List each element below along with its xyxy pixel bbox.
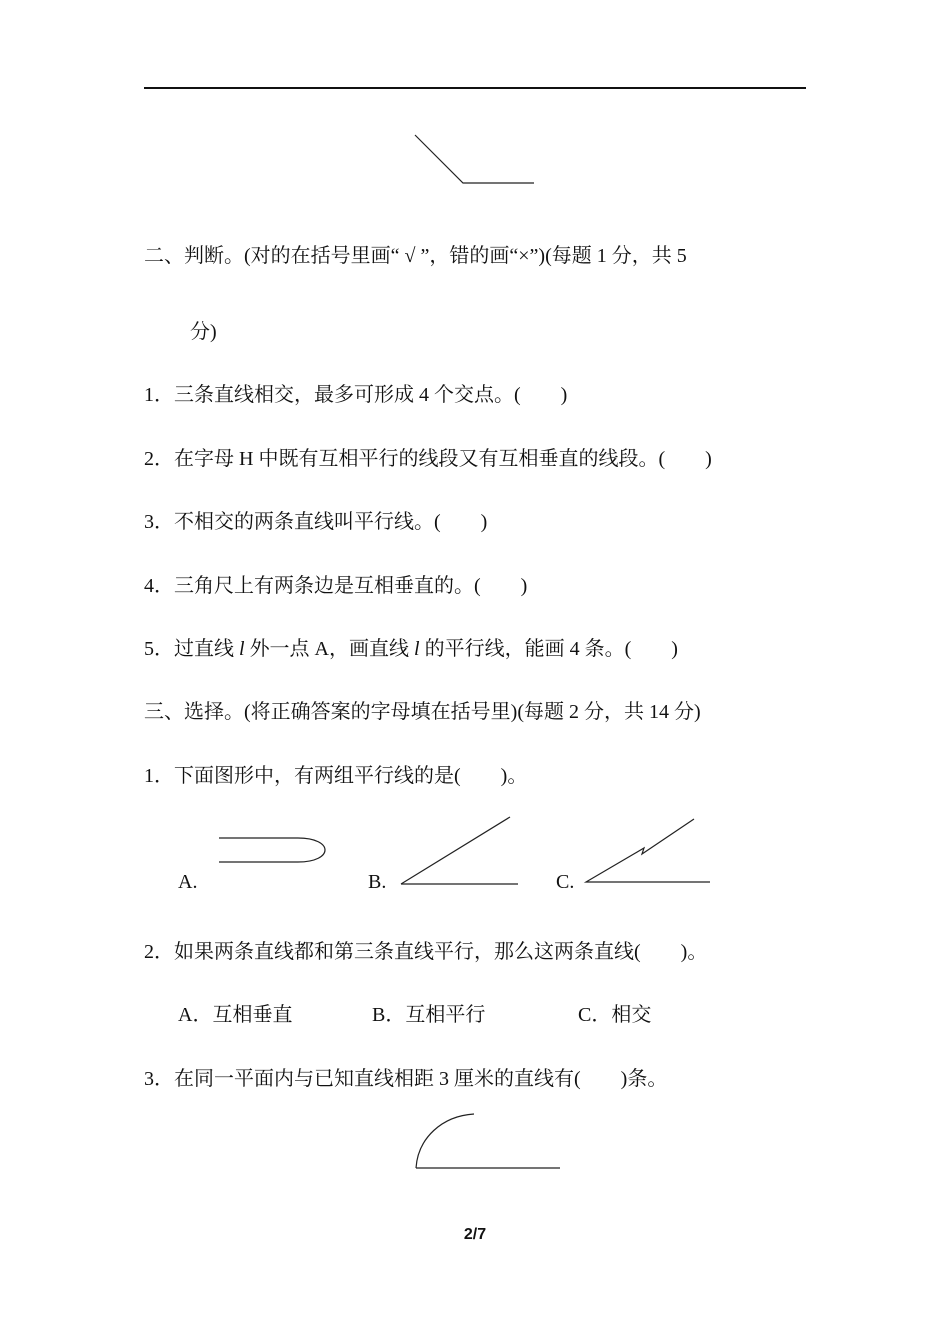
option-c-label: C. (556, 871, 575, 893)
judge-question-1: 1．三条直线相交，最多可形成 4 个交点。( ) (144, 384, 568, 406)
q5-part-a: 5．过直线 (144, 638, 239, 660)
page-number: 2/7 (463, 1226, 487, 1243)
q5-part-c: 的平行线，能画 4 条。( ) (419, 638, 678, 660)
q2-option-a: A．互相垂直 (178, 1004, 293, 1026)
option-a-figure (216, 834, 328, 868)
judge-question-5 (144, 637, 678, 661)
option-b-figure (398, 814, 522, 888)
judge-question-4: 4．三角尺上有两条边是互相垂直的。( ) (144, 575, 528, 597)
q2-option-c: C．相交 (578, 1004, 652, 1026)
header-rule (144, 87, 806, 89)
section2-heading-line2: 分) (190, 321, 217, 343)
option-b-label: B. (368, 871, 387, 893)
q5-part-b: 外一点 A，画直线 (244, 638, 415, 660)
arc-figure (412, 1110, 564, 1174)
choice-question-1: 1．下面图形中，有两组平行线的是( )。 (144, 765, 528, 787)
judge-question-3: 3．不相交的两条直线叫平行线。( ) (144, 511, 488, 533)
angle-figure (410, 130, 540, 190)
option-a-label: A. (178, 871, 198, 893)
judge-question-2: 2．在字母 H 中既有互相平行的线段又有互相垂直的线段。( ) (144, 448, 712, 470)
q2-option-b: B．互相平行 (372, 1004, 486, 1026)
line-l-symbol: l (239, 638, 245, 660)
section3-heading: 三、选择。(将正确答案的字母填在括号里)(每题 2 分，共 14 分) (144, 701, 701, 723)
choice-question-2: 2．如果两条直线都和第三条直线平行，那么这两条直线( )。 (144, 941, 708, 963)
choice-question-3: 3．在同一平面内与已知直线相距 3 厘米的直线有( )条。 (144, 1068, 668, 1090)
option-c-figure (582, 816, 714, 886)
section2-heading-line1: 二、判断。(对的在括号里画“ √ ”，错的画“×”)(每题 1 分，共 5 (144, 245, 687, 267)
line-l-symbol: l (414, 638, 420, 660)
